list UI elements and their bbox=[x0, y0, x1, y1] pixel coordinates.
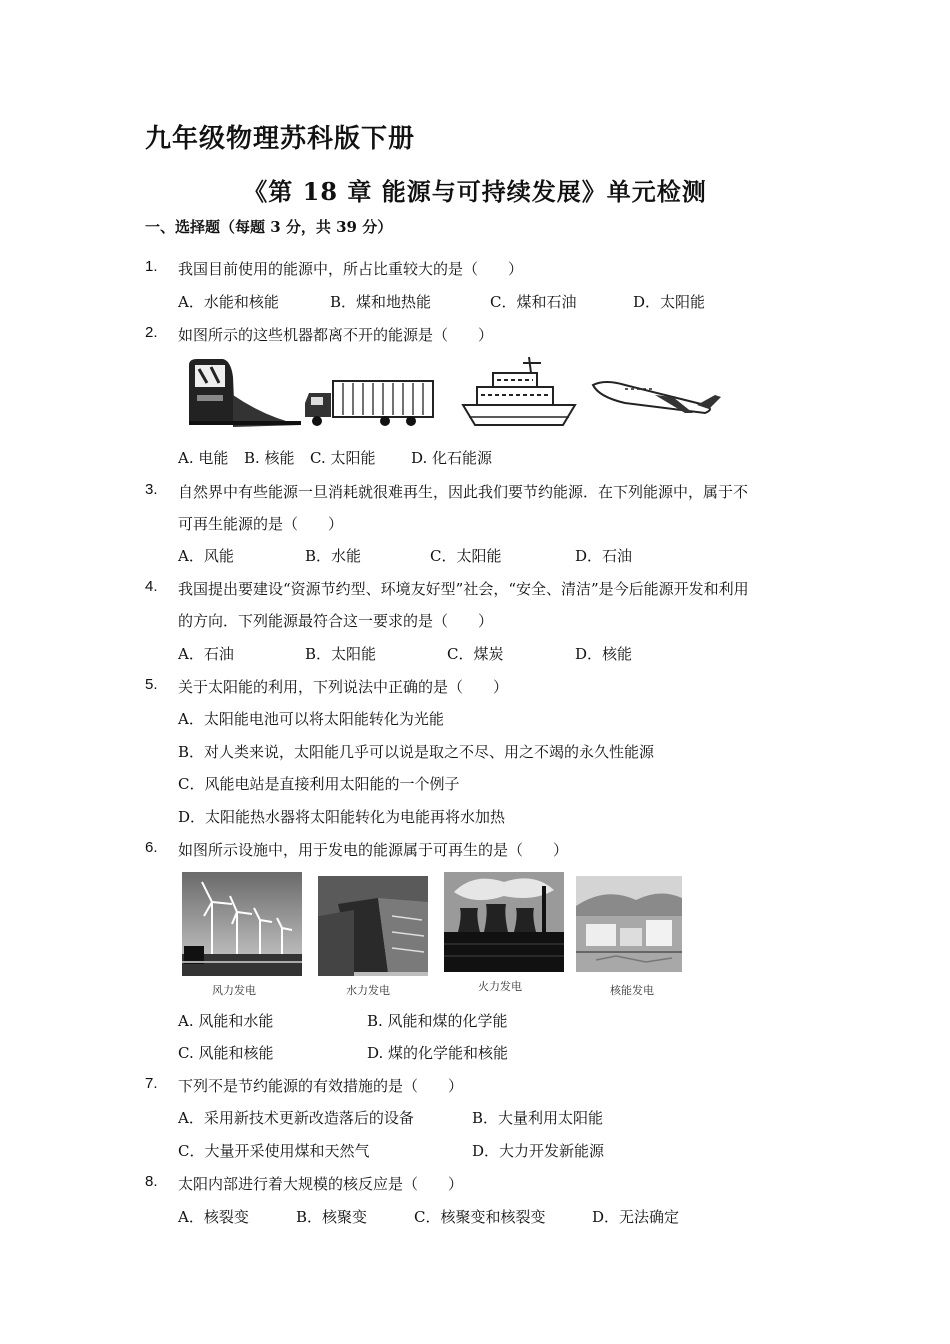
ship-icon bbox=[463, 357, 575, 425]
option-a: A．核裂变 bbox=[178, 1208, 249, 1226]
option-a: A．采用新技术更新改造落后的设备 bbox=[178, 1109, 414, 1127]
truck-icon bbox=[305, 381, 433, 426]
option-a: A. 风能和水能 bbox=[178, 1012, 274, 1030]
option-d: D．大力开发新能源 bbox=[472, 1142, 605, 1160]
option-d: D．太阳能热水器将太阳能转化为电能再将水加热 bbox=[178, 808, 506, 826]
option-c: C. 太阳能 bbox=[310, 449, 376, 467]
question-text: 我国目前使用的能源中，所占比重较大的是（ ） bbox=[178, 260, 524, 278]
option-d: D．太阳能 bbox=[633, 293, 706, 311]
wind-power-image bbox=[182, 872, 302, 976]
question-number: 7. bbox=[145, 1075, 158, 1092]
question-text: 太阳内部进行着大规模的核反应是（ ） bbox=[178, 1175, 464, 1193]
caption-thermal: 火力发电 bbox=[478, 980, 522, 993]
option-c: C. 风能和核能 bbox=[178, 1044, 274, 1062]
question-number: 5. bbox=[145, 676, 158, 693]
question-text: 下列不是节约能源的有效措施的是（ ） bbox=[178, 1077, 464, 1095]
option-b: B. 风能和煤的化学能 bbox=[367, 1012, 508, 1030]
question-number: 8. bbox=[145, 1173, 158, 1190]
question-number: 1. bbox=[145, 258, 158, 275]
option-d: D. 煤的化学能和核能 bbox=[367, 1044, 509, 1062]
question-text: 可再生能源的是（ ） bbox=[178, 515, 344, 533]
option-a: A．石油 bbox=[178, 645, 234, 663]
option-c: C．煤和石油 bbox=[490, 293, 577, 311]
option-b: B．对人类来说，太阳能几乎可以说是取之不尽、用之不竭的永久性能源 bbox=[178, 743, 655, 761]
option-a: A．水能和核能 bbox=[178, 293, 279, 311]
option-c: C．风能电站是直接利用太阳能的一个例子 bbox=[178, 775, 460, 793]
question-text: 如图所示的这些机器都离不开的能源是（ ） bbox=[178, 326, 494, 344]
nuclear-power-image bbox=[576, 876, 682, 972]
option-c: C．大量开采使用煤和天然气 bbox=[178, 1142, 370, 1160]
machines-illustration bbox=[185, 355, 730, 435]
option-c: C．核聚变和核裂变 bbox=[414, 1208, 546, 1226]
question-text: 我国提出要建设“资源节约型、环境友好型”社会，“安全、清洁”是今后能源开发和利用 bbox=[178, 580, 749, 598]
question-number: 2. bbox=[145, 324, 158, 341]
airplane-icon bbox=[593, 382, 721, 413]
option-a: A. 电能 bbox=[178, 449, 229, 467]
option-a: A．风能 bbox=[178, 547, 234, 565]
option-b: B．水能 bbox=[305, 547, 362, 565]
option-b: B. 核能 bbox=[244, 449, 295, 467]
option-d: D．石油 bbox=[575, 547, 633, 565]
option-c: C．太阳能 bbox=[430, 547, 502, 565]
option-b: B．大量利用太阳能 bbox=[472, 1109, 604, 1127]
train-icon bbox=[189, 359, 301, 427]
hydro-power-image bbox=[318, 876, 428, 976]
section-heading: 一、选择题（每题 3 分，共 39 分） bbox=[145, 218, 393, 236]
thermal-power-image bbox=[444, 872, 564, 972]
question-text: 的方向．下列能源最符合这一要求的是（ ） bbox=[178, 612, 494, 630]
option-a: A．太阳能电池可以将太阳能转化为光能 bbox=[178, 710, 444, 728]
option-d: D．无法确定 bbox=[592, 1208, 680, 1226]
option-b: B．核聚变 bbox=[296, 1208, 368, 1226]
question-number: 3. bbox=[145, 481, 158, 498]
caption-hydro: 水力发电 bbox=[346, 984, 390, 997]
document-subtitle: 《第 18 章 能源与可持续发展》单元检测 bbox=[243, 177, 707, 206]
question-text: 自然界中有些能源一旦消耗就很难再生，因此我们要节约能源．在下列能源中，属于不 bbox=[178, 483, 749, 501]
question-number: 6. bbox=[145, 839, 158, 856]
question-number: 4. bbox=[145, 578, 158, 595]
option-d: D. 化石能源 bbox=[411, 449, 493, 467]
option-d: D．核能 bbox=[575, 645, 633, 663]
question-text: 关于太阳能的利用，下列说法中正确的是（ ） bbox=[178, 678, 509, 696]
document-title: 九年级物理苏科版下册 bbox=[145, 124, 416, 154]
option-c: C．煤炭 bbox=[447, 645, 504, 663]
caption-wind: 风力发电 bbox=[212, 984, 256, 997]
caption-nuclear: 核能发电 bbox=[610, 984, 654, 997]
option-b: B．煤和地热能 bbox=[330, 293, 432, 311]
option-b: B．太阳能 bbox=[305, 645, 377, 663]
question-text: 如图所示设施中，用于发电的能源属于可再生的是（ ） bbox=[178, 841, 569, 859]
